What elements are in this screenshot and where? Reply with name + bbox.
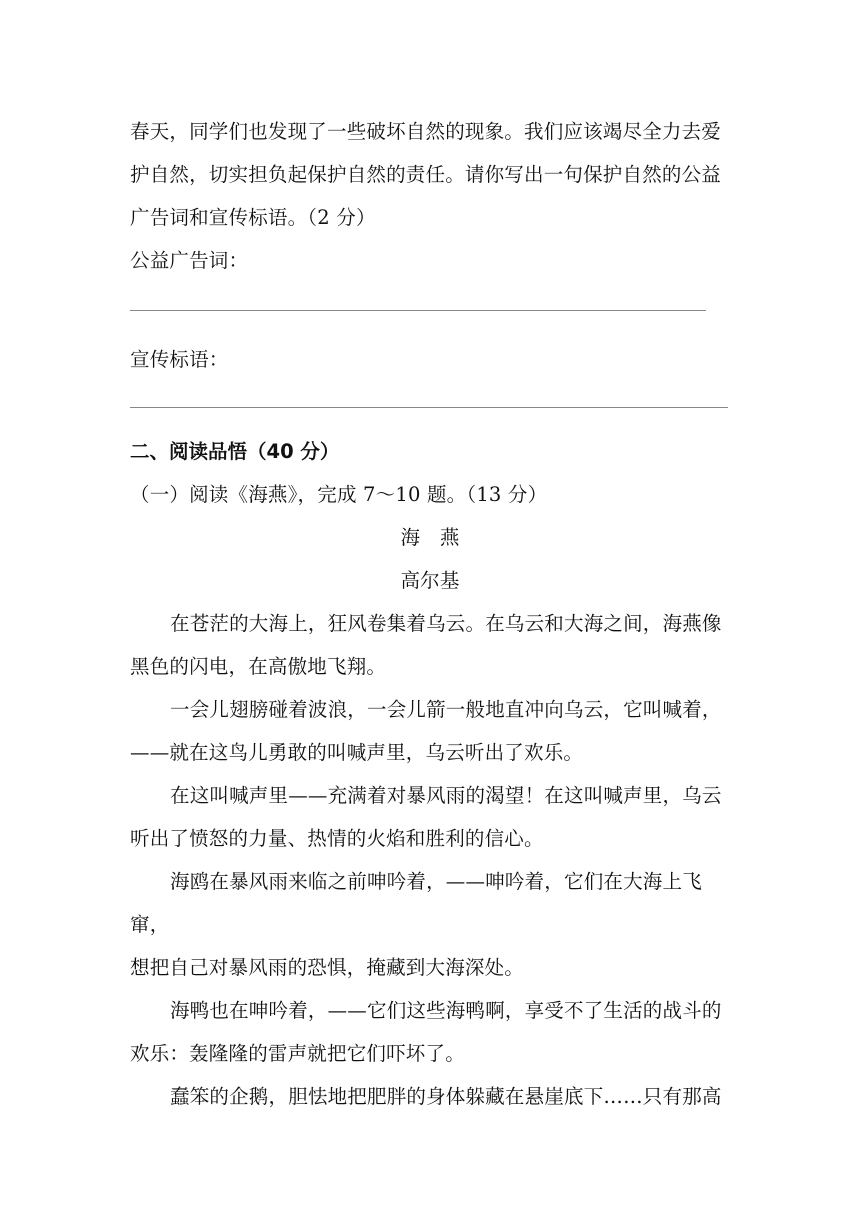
paragraph-line: 在这叫喊声里——充满着对暴风雨的渴望！在这叫喊声里，乌云 [170,784,722,807]
paragraph-line: 听出了愤怒的力量、热情的火焰和胜利的信心。 [130,827,544,850]
paragraph-line: 欢乐：轰隆隆的雷声就把它们吓坏了。 [130,1042,465,1065]
paragraph-line: 海鸥在暴风雨来临之前呻吟着，——呻吟着，它们在大海上飞窜， [130,870,702,936]
ad-label: 公益广告词： [130,249,249,272]
article-title: 海 燕 [400,526,460,549]
document-page [130,110,730,1118]
section-heading: 二、阅读品悟（40 分） [130,440,340,463]
slogan-label: 宣传标语： [130,348,229,371]
paragraph [130,688,730,774]
paragraph-line: 想把自己对暴风雨的恐惧，掩藏到大海深处。 [130,956,525,979]
intro-line: 护自然，切实担负起保护自然的责任。请你写出一句保护自然的公益 [130,163,722,186]
article-body [130,602,730,1118]
paragraph [130,602,730,688]
paragraph-line: 在苍茫的大海上，狂风卷集着乌云。在乌云和大海之间，海燕像 [170,612,722,635]
intro-line: 春天，同学们也发现了一些破坏自然的现象。我们应该竭尽全力去爱 [130,120,722,143]
section-sub-heading: （一）阅读《海燕》，完成 7～10 题。（13 分） [130,483,548,506]
paragraph-line: ——就在这鸟儿勇敢的叫喊声里，乌云听出了欢乐。 [130,741,584,764]
paragraph [130,1075,730,1118]
paragraph-line: 一会儿翅膀碰着波浪，一会儿箭一般地直冲向乌云，它叫喊着， [170,698,722,721]
paragraph [130,989,730,1075]
paragraph-line: 蠢笨的企鹅，胆怯地把肥胖的身体躲藏在悬崖底下……只有那高 [170,1085,722,1108]
paragraph [130,774,730,860]
intro-line: 广告词和宣传标语。（2 分） [130,206,376,229]
paragraph-line: 海鸭也在呻吟着，——它们这些海鸭啊，享受不了生活的战斗的 [170,999,722,1022]
article-author: 高尔基 [400,569,460,592]
paragraph [130,860,730,989]
paragraph-line: 黑色的闪电，在高傲地飞翔。 [130,655,387,678]
